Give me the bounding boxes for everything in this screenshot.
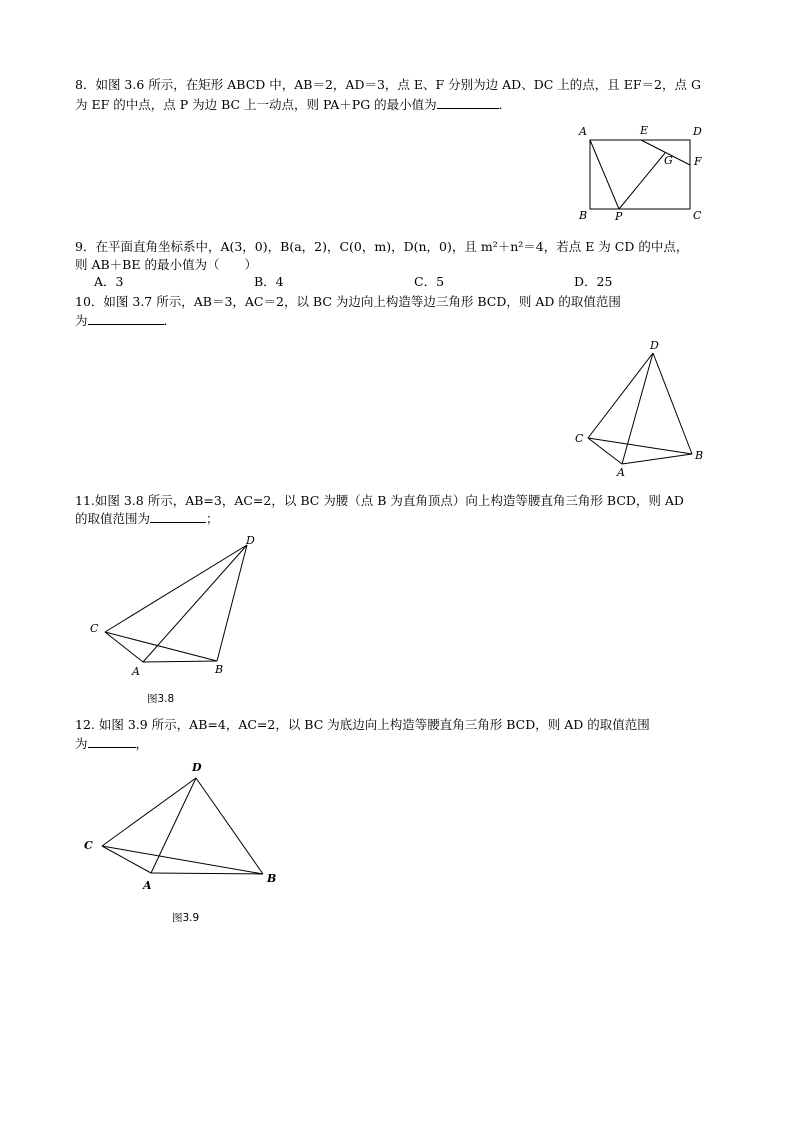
label-b: B — [695, 449, 704, 462]
label-a: A — [579, 125, 587, 138]
q12-line1: 12. 如图 3.9 所示，AB=4，AC=2，以 BC 为底边向上构造等腰直角三角形 BCD，则 AD 的取值范围 — [75, 717, 650, 732]
label-c: C — [693, 209, 702, 222]
segment-db — [196, 778, 263, 874]
label-d: D — [246, 534, 255, 547]
q8-line2 — [75, 96, 725, 114]
label-p: P — [615, 210, 623, 223]
q9-options — [94, 273, 744, 291]
figure-3-9 — [80, 758, 285, 902]
label-c: C — [575, 432, 584, 445]
label-b: B — [215, 663, 224, 676]
segment-dc — [588, 353, 653, 438]
q12-end: ， — [135, 736, 149, 751]
label-g: G — [664, 154, 673, 167]
segment-dc — [102, 778, 196, 846]
label-d: D — [693, 125, 702, 138]
segment-pg — [619, 153, 665, 209]
figure-caption: 图3.9 — [172, 912, 200, 924]
figure-3-7 — [570, 338, 715, 484]
segment-cb — [105, 632, 217, 661]
label-f: F — [694, 155, 702, 168]
q11-line2 — [75, 510, 725, 528]
segment-pa — [590, 140, 619, 209]
label-c: C — [90, 622, 99, 635]
q10-line1: 10．如图 3.7 所示，AB＝3，AC＝2，以 BC 为边向上构造等边三角形 BCD，则 AD 的取值范围 — [75, 294, 621, 309]
label-a: A — [617, 466, 625, 479]
q10-line2-text: 为 — [75, 313, 88, 328]
segment-cb — [102, 846, 263, 874]
segment-ca — [588, 438, 622, 464]
segment-dc — [105, 545, 247, 632]
label-c: C — [84, 839, 93, 852]
q9-line1: 9．在平面直角坐标系中，A(3，0)，B(a，2)，C(0，m)，D(n，0)，且 m²＋n²＝4，若点 E 为 CD 的中点， — [75, 239, 689, 254]
option-c: C．5 — [414, 274, 445, 289]
answer-blank — [88, 735, 136, 748]
q8-line1: 8．如图 3.6 所示，在矩形 ABCD 中，AB＝2，AD＝3，点 E、F 分别为边 AD、DC 上的点，且 EF＝2，点 G — [75, 77, 701, 92]
segment-ab — [143, 661, 217, 662]
label-a: A — [132, 665, 140, 678]
figure-caption: 图3.8 — [147, 693, 175, 705]
segment-db — [653, 353, 692, 454]
answer-blank — [150, 510, 206, 523]
q10-end: ． — [163, 313, 177, 328]
segment-ab — [151, 873, 263, 874]
q10-line2 — [75, 312, 725, 330]
q8-end: ． — [498, 97, 512, 112]
figure-3-6 — [575, 120, 715, 229]
option-a: A．3 — [94, 274, 124, 289]
segment-ab — [622, 454, 692, 464]
option-d: D．25 — [574, 274, 613, 289]
label-b: B — [267, 872, 277, 885]
q11-line2-text: 的取值范围为 — [75, 511, 151, 526]
label-a: A — [143, 879, 152, 892]
label-b: B — [579, 209, 588, 222]
label-d: D — [192, 761, 202, 774]
segment-cb — [588, 438, 692, 454]
answer-blank — [88, 312, 164, 325]
q11-end: ； — [206, 511, 219, 526]
option-b: B．4 — [254, 274, 284, 289]
label-e: E — [640, 124, 649, 137]
figure-3-8 — [85, 530, 265, 684]
q8-line2-text: 为 EF 的中点，点 P 为边 BC 上一动点，则 PA＋PG 的最小值为 — [75, 97, 437, 112]
q11-line1: 11.如图 3.8 所示，AB=3，AC=2，以 BC 为腰（点 B 为直角顶点）向上构造等腰直角三角形 BCD，则 AD — [75, 493, 684, 508]
q9-line2: 则 AB＋BE 的最小值为（ ） — [75, 257, 257, 272]
label-d: D — [650, 339, 659, 352]
q12-line2-text: 为 — [75, 736, 88, 751]
answer-blank — [437, 96, 499, 109]
q12-line2 — [75, 735, 725, 753]
